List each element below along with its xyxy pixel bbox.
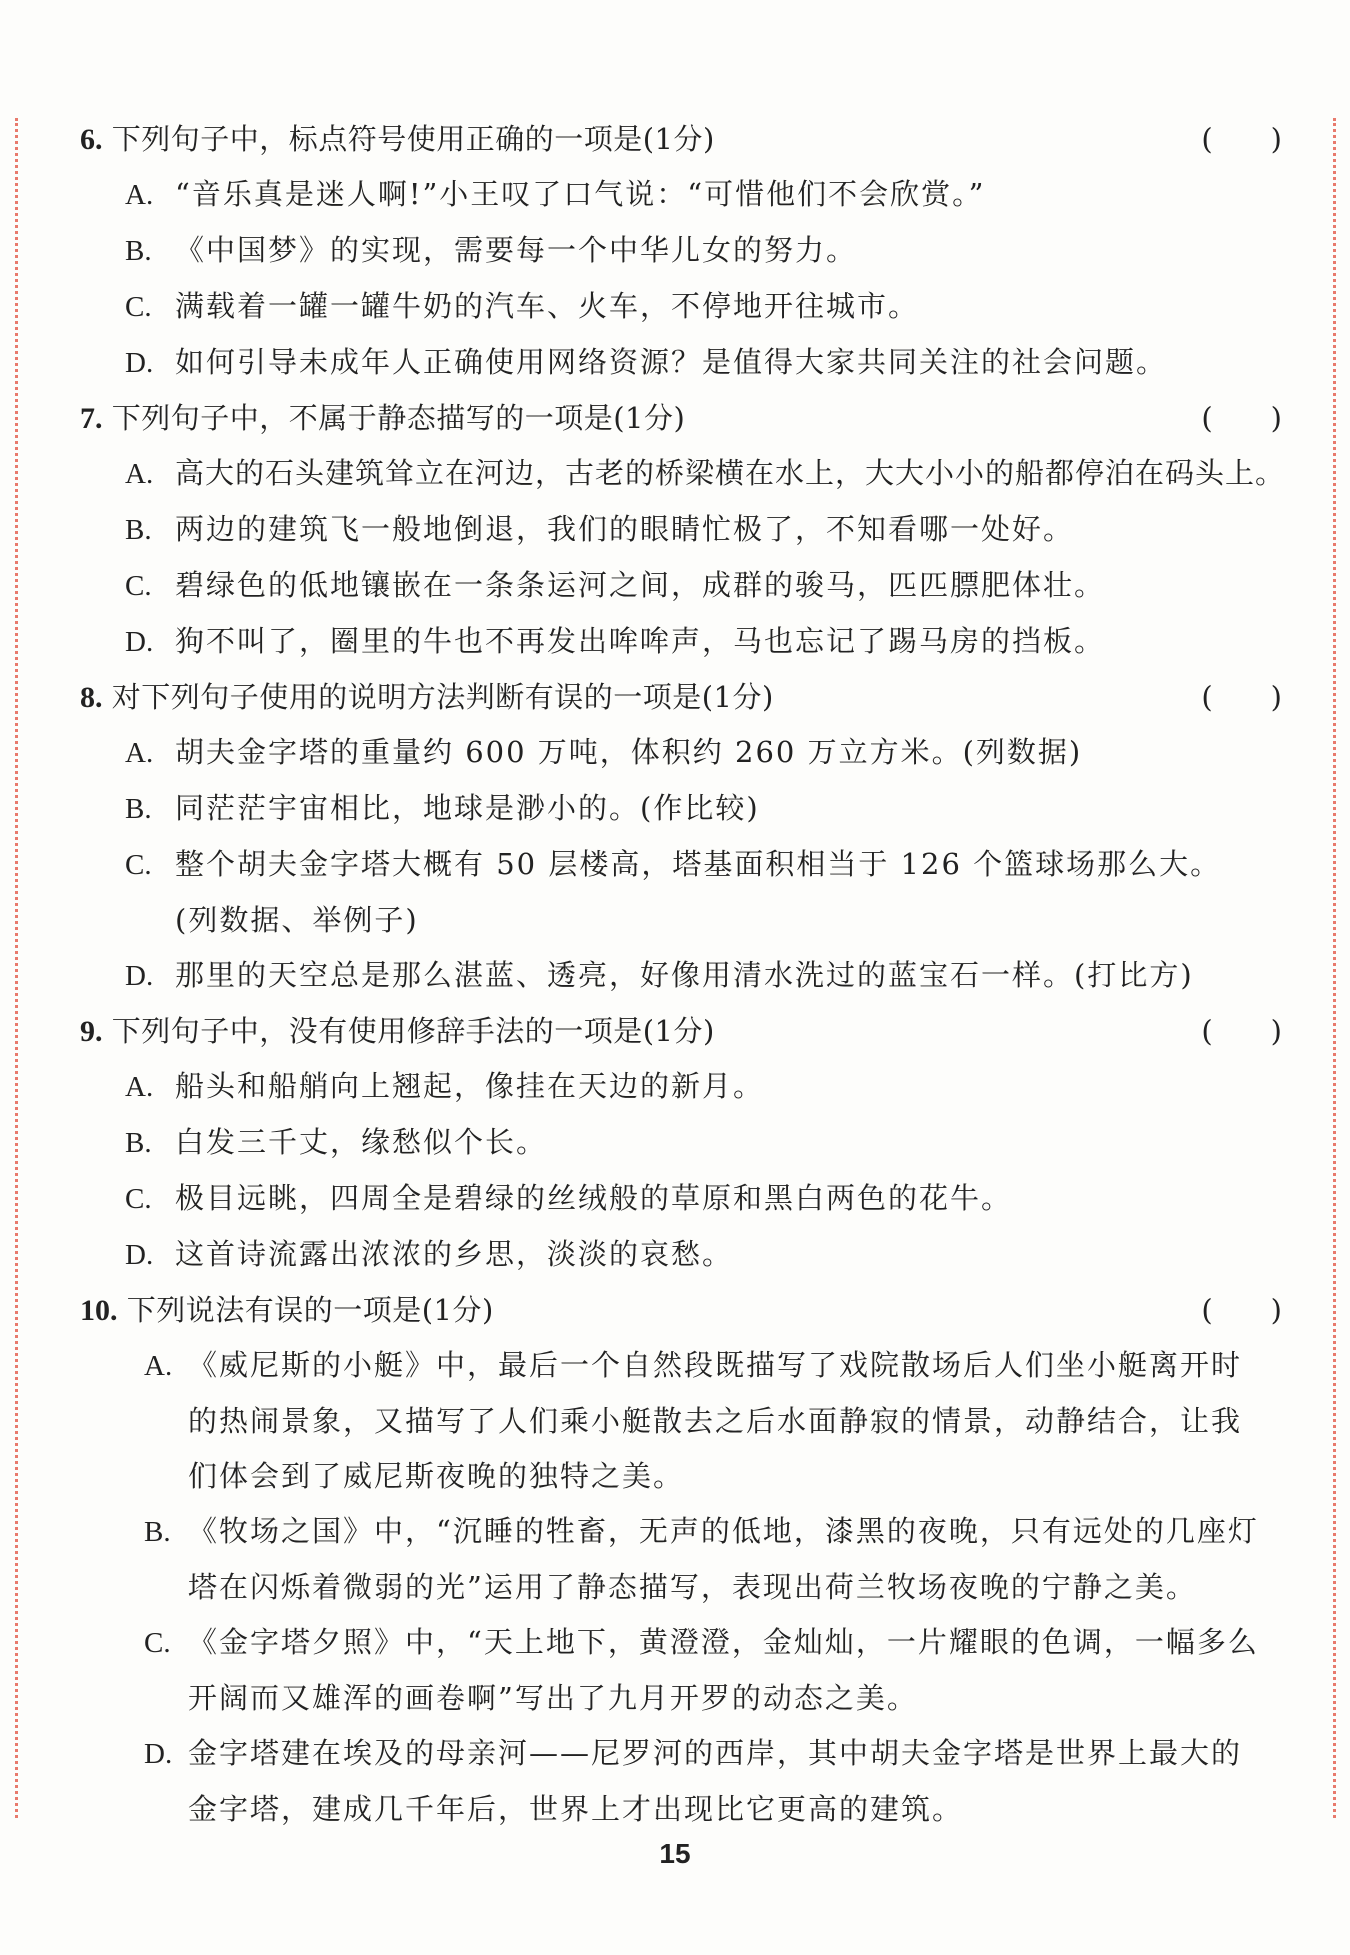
option-c	[80, 279, 1280, 335]
page-number: 15	[659, 1838, 691, 1869]
right-margin-dotted-line	[1333, 118, 1336, 1818]
question-number: 8.	[80, 681, 103, 714]
option-letter: D.	[125, 960, 154, 992]
option-text: 整个胡夫金字塔大概有 50 层楼高，塔基面积相当于 126 个篮球场那么大。(列数据、举例子)	[175, 847, 1222, 937]
question-6	[80, 112, 1280, 391]
option-text: 两边的建筑飞一般地倒退，我们的眼睛忙极了，不知看哪一处好。	[175, 512, 1075, 546]
option-text: 《牧场之国》中，“沉睡的牲畜，无声的低地，漆黑的夜晚，只有远处的几座灯塔在闪烁着微弱的光”运用了静态描写，表现出荷兰牧场夜晚的宁静之美。	[188, 1514, 1259, 1604]
question-text: 下列句子中，没有使用修辞手法的一项是(1分)	[111, 1014, 715, 1048]
option-a	[80, 1059, 1280, 1115]
option-text: 船头和船艄向上翘起，像挂在天边的新月。	[175, 1069, 765, 1103]
option-text: 如何引导未成年人正确使用网络资源？是值得大家共同关注的社会问题。	[175, 345, 1168, 379]
option-letter: A.	[125, 458, 154, 490]
option-text: 白发三千丈，缘愁似个长。	[175, 1125, 548, 1159]
option-d	[80, 1726, 1268, 1837]
question-10	[80, 1283, 1280, 1837]
option-d	[80, 1227, 1280, 1283]
question-number: 6.	[80, 123, 103, 156]
option-text: 金字塔建在埃及的母亲河——尼罗河的西岸，其中胡夫金字塔是世界上最大的金字塔，建成几千年后，世界上才出现比它更高的建筑。	[188, 1736, 1243, 1826]
option-letter: B.	[144, 1516, 171, 1548]
option-d	[80, 335, 1280, 391]
option-c	[80, 837, 1230, 948]
option-letter: C.	[125, 570, 152, 602]
option-text: 《金字塔夕照》中，“天上地下，黄澄澄，金灿灿，一片耀眼的色调，一幅多么开阔而又雄浑的画卷啊”写出了九月开罗的动态之美。	[188, 1625, 1259, 1715]
question-header	[80, 1004, 1280, 1059]
option-a	[80, 167, 1280, 223]
option-text: 那里的天空总是那么湛蓝、透亮，好像用清水洗过的蓝宝石一样。(打比方)	[175, 958, 1194, 992]
option-letter: C.	[125, 849, 152, 881]
answer-blank[interactable]: ( )	[1201, 122, 1282, 156]
option-b	[80, 223, 1280, 279]
option-letter: B.	[125, 1127, 152, 1159]
option-letter: B.	[125, 514, 152, 546]
option-text: 碧绿色的低地镶嵌在一条条运河之间，成群的骏马，匹匹膘肥体壮。	[175, 568, 1106, 602]
option-text: 同茫茫宇宙相比，地球是渺小的。(作比较)	[175, 791, 760, 825]
option-b	[80, 1115, 1280, 1171]
question-number: 10.	[80, 1294, 118, 1327]
left-margin-dotted-line	[15, 118, 18, 1818]
question-number: 7.	[80, 402, 103, 435]
option-c	[80, 1171, 1280, 1227]
question-8	[80, 670, 1280, 1004]
questions-list	[80, 112, 1286, 1837]
question-header	[80, 670, 1280, 725]
question-9	[80, 1004, 1280, 1283]
option-letter: C.	[125, 291, 152, 323]
option-letter: C.	[144, 1627, 171, 1659]
option-text: 满载着一罐一罐牛奶的汽车、火车，不停地开往城市。	[175, 289, 920, 323]
question-text: 下列句子中，标点符号使用正确的一项是(1分)	[111, 122, 715, 156]
question-number: 9.	[80, 1015, 103, 1048]
option-text: 极目远眺，四周全是碧绿的丝绒般的草原和黑白两色的花牛。	[175, 1181, 1013, 1215]
question-text: 对下列句子使用的说明方法判断有误的一项是(1分)	[111, 680, 774, 714]
option-letter: B.	[125, 793, 152, 825]
option-text: “音乐真是迷人啊!”小王叹了口气说：“可惜他们不会欣赏。”	[175, 177, 986, 211]
question-header	[80, 391, 1280, 446]
option-a	[80, 725, 1280, 781]
option-d	[80, 614, 1280, 670]
option-text: 高大的石头建筑耸立在河边，古老的桥梁横在水上，大大小小的船都停泊在码头上。	[175, 456, 1286, 490]
option-b	[80, 781, 1280, 837]
question-7	[80, 391, 1286, 670]
option-a	[80, 446, 1286, 502]
option-letter: A.	[125, 1071, 154, 1103]
question-text: 下列说法有误的一项是(1分)	[126, 1293, 494, 1327]
option-letter: C.	[125, 1183, 152, 1215]
question-header	[80, 1283, 1280, 1338]
option-letter: B.	[125, 235, 152, 267]
answer-blank[interactable]: ( )	[1201, 401, 1282, 435]
option-letter: D.	[144, 1738, 173, 1770]
option-b	[80, 1504, 1268, 1615]
answer-blank[interactable]: ( )	[1201, 680, 1282, 714]
option-letter: D.	[125, 1239, 154, 1271]
option-letter: A.	[125, 737, 154, 769]
option-c	[80, 1615, 1268, 1726]
answer-blank[interactable]: ( )	[1201, 1014, 1282, 1048]
option-letter: D.	[125, 626, 154, 658]
option-letter: A.	[144, 1350, 173, 1382]
option-c	[80, 558, 1280, 614]
option-text: 《威尼斯的小艇》中，最后一个自然段既描写了戏院散场后人们坐小艇离开时的热闹景象，又描写了人们乘小艇散去之后水面静寂的情景，动静结合，让我们体会到了威尼斯夜晚的独特之美。	[188, 1348, 1243, 1493]
option-d	[80, 948, 1280, 1004]
option-letter: D.	[125, 347, 154, 379]
option-b	[80, 502, 1280, 558]
answer-blank[interactable]: ( )	[1201, 1293, 1282, 1327]
option-text: 胡夫金字塔的重量约 600 万吨，体积约 260 万立方米。(列数据)	[175, 735, 1083, 769]
option-a	[80, 1338, 1268, 1504]
question-header	[80, 112, 1280, 167]
option-text: 狗不叫了，圈里的牛也不再发出哞哞声，马也忘记了踢马房的挡板。	[175, 624, 1106, 658]
option-letter: A.	[125, 179, 154, 211]
question-text: 下列句子中，不属于静态描写的一项是(1分)	[111, 401, 686, 435]
option-text: 《中国梦》的实现，需要每一个中华儿女的努力。	[175, 233, 858, 267]
option-text: 这首诗流露出浓浓的乡思，淡淡的哀愁。	[175, 1237, 734, 1271]
